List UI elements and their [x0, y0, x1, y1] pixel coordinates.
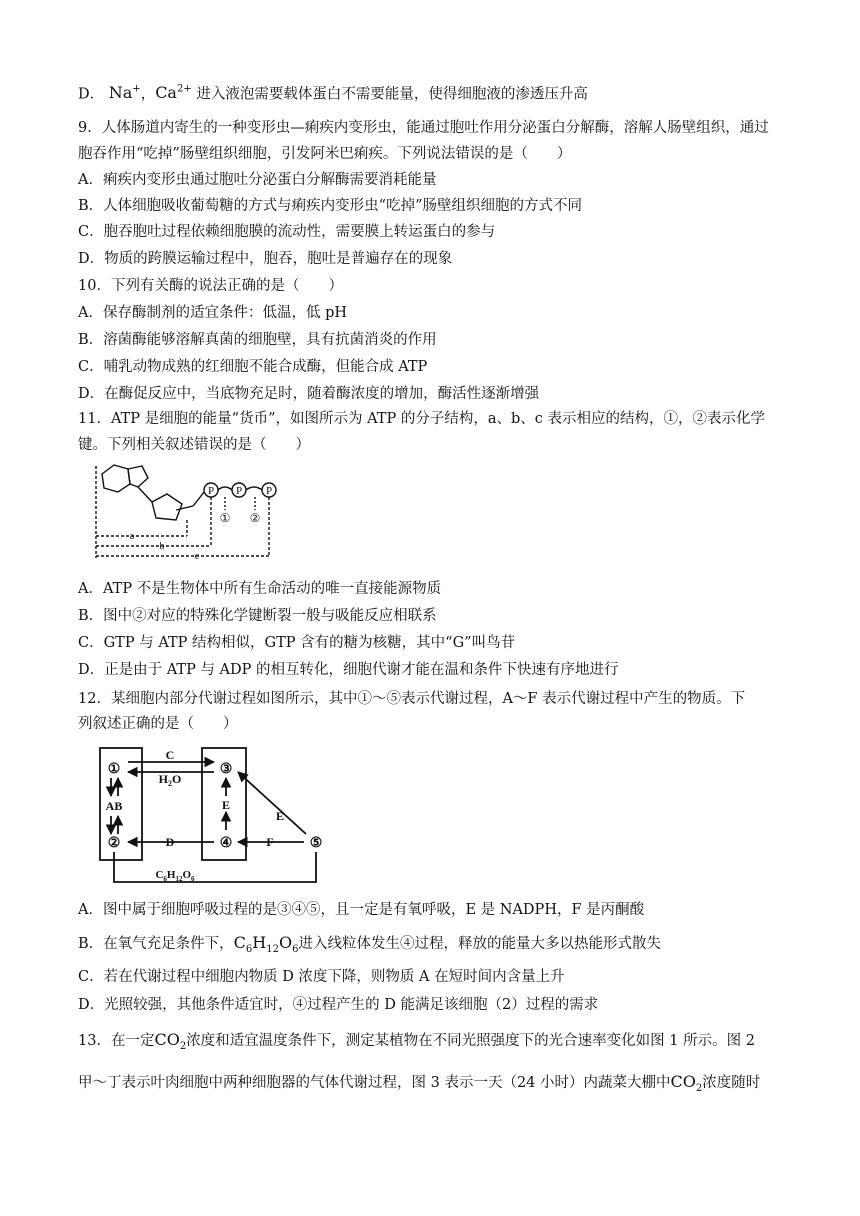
ion-separator: ， [140, 86, 156, 103]
q12-option-b-prefix: B．在氧气充足条件下， [78, 936, 234, 952]
q10-stem: 10．下列有关酶的说法正确的是（ ） [78, 278, 343, 294]
formula-6a: 6 [245, 944, 253, 956]
na-symbol: Na [108, 83, 133, 103]
q13-l2-prefix: 甲～丁表示叶肉细胞中两种细胞器的气体代谢过程，图 3 表示一天（24 小时）内蔬菜大棚中 [78, 1075, 671, 1091]
formula-c: C [233, 933, 246, 952]
q8-option-d-text: 进入液泡需要载体蛋白不需要能量，使得细胞液的渗透压升高 [196, 86, 588, 103]
glu-o: O [182, 869, 192, 881]
q11-stem: 11．ATP 是细胞的能量“货币”，如图所示为 ATP 的分子结构，a、b、c 表示相应的结构，①，②表示化学键。下列相关叙述错误的是（ ） [78, 411, 765, 453]
ca-symbol: Ca [155, 83, 177, 103]
phosphate-label-1: P [207, 485, 215, 497]
substance-h2o [159, 772, 182, 788]
q12-stem-line2: 列叙述正确的是（ ） [78, 716, 238, 732]
h2o-h: H [158, 772, 168, 786]
q11-option-d: D．正是由于 ATP 与 ADP 的相互转化，细胞代谢才能在温和条件下快速有序地进行 [78, 662, 619, 678]
q13-line2 [78, 1072, 760, 1099]
q10-option-a: A．保存酶制剂的适宜条件：低温，低 pH [78, 305, 348, 321]
substance-e-diag: E [275, 809, 285, 823]
q11-option-c: C．GTP 与 ATP 结构相似，GTP 含有的糖为核糖，其中“G”叫鸟苷 [78, 635, 516, 651]
formula-6b: 6 [292, 944, 299, 956]
co2-formula-2 [670, 1072, 703, 1095]
q10-option-d: D．在酶促反应中，当底物充足时，随着酶浓度的增加，酶活性逐渐增强 [78, 386, 540, 402]
ribose-pentagon [152, 494, 182, 520]
q10-option-b: B．溶菌酶能够溶解真菌的细胞壁，具有抗菌消炎的作用 [78, 332, 437, 348]
process-4: ④ [219, 836, 233, 851]
metabolism-diagram [90, 740, 340, 890]
co2-c-2: CO [670, 1072, 696, 1091]
q13-line1 [78, 1030, 755, 1057]
glucose-label [155, 869, 195, 883]
phosphate-label-3: P [265, 485, 273, 497]
glu-6a: 6 [163, 875, 167, 883]
co2-sub-1: 2 [179, 1041, 187, 1053]
process-3: ③ [219, 762, 233, 777]
q9-option-a: A．痢疾内变形虫通过胞吐分泌蛋白分解酶需要消耗能量 [78, 172, 437, 188]
bracket-label-b: b [159, 541, 165, 552]
co2-formula-1 [154, 1030, 187, 1053]
q11-option-a: A．ATP 不是生物体中所有生命活动的唯一直接能源物质 [78, 581, 442, 597]
process-2: ② [107, 836, 121, 851]
adenine-five-ring [128, 466, 148, 487]
bracket-label-a: a [129, 531, 135, 542]
q12-option-c: C．若在代谢过程中细胞内物质 D 浓度下降，则物质 A 在短时间内含量上升 [78, 969, 565, 985]
glu-h: H [166, 869, 176, 881]
q12-option-a: A．图中属于细胞呼吸过程的是③④⑤，且一定是有氧呼吸，E 是 NADPH，F 是丙酮酸 [78, 902, 645, 918]
q9-option-c: C．胞吞胞吐过程依赖细胞膜的流动性，需要膜上转运蛋白的参与 [78, 224, 496, 240]
bond-label-2: ② [249, 511, 261, 525]
q12-option-b-suffix: 进入线粒体发生④过程，释放的能量大多以热能形式散失 [298, 936, 661, 952]
q11-option-b: B．图中②对应的特殊化学键断裂一般与吸能反应相联系 [78, 608, 437, 624]
h2o-o: O [172, 772, 182, 786]
formula-o: O [278, 933, 293, 952]
q13-l2-suffix: 浓度随时 [702, 1075, 761, 1091]
co2-c-1: CO [154, 1030, 180, 1049]
substance-f: F [266, 835, 274, 849]
ca-ion [155, 83, 192, 102]
formula-h: H [252, 933, 267, 952]
glu-c: C [155, 869, 164, 881]
q12-option-b [78, 933, 661, 960]
q10-option-c: C．哺乳动物成熟的红细胞不能合成酶，但能合成 ATP [78, 359, 428, 375]
na-ion [109, 83, 141, 102]
q9-option-b: B．人体细胞吸收葡萄糖的方式与痢疾内变形虫“吃掉”肠壁组织细胞的方式不同 [78, 198, 582, 214]
bracket-label-c: c [194, 551, 200, 562]
q9-stem: 9．人体肠道内寄生的一种变形虫—痢疾内变形虫，能通过胞吐作用分泌蛋白分解酶，溶解人肠壁组织，通过胞吞作用“吃掉”肠壁组织细胞，引发阿米巴痢疾。下列说法错误的是（ ） [78, 120, 769, 162]
q12-stem-line1: 12．某细胞内部分代谢过程如图所示，其中①～⑤表示代谢过程，A～F 表示代谢过程中产生的物质。下 [78, 691, 746, 707]
glu-6b: 6 [191, 875, 195, 883]
substance-c: C [165, 748, 175, 762]
ca-charge: 2+ [176, 84, 192, 95]
formula-12: 12 [266, 944, 279, 956]
glucose-formula [233, 933, 299, 956]
h2o-subscript: 2 [168, 779, 172, 788]
q12-option-d: D．光照较强，其他条件适宜时，④过程产生的 D 能满足该细胞（2）过程的需求 [78, 997, 599, 1013]
bond-label-1: ① [219, 511, 231, 525]
atp-structure-diagram [92, 460, 292, 565]
q8-option-d [78, 80, 588, 104]
phosphate-label-2: P [235, 485, 243, 497]
q13-l1-suffix: 浓度和适宜温度条件下，测定某植物在不同光照强度下的光合速率变化如图 1 所示。图 2 [186, 1033, 755, 1049]
substance-d: D [165, 835, 175, 849]
substance-ab: AB [105, 799, 123, 813]
process-5: ⑤ [309, 836, 323, 851]
substance-e-mid: E [221, 798, 231, 812]
q9-option-d: D．物质的跨膜运输过程中，胞吞，胞吐是普遍存在的现象 [78, 251, 453, 267]
adenine-six-ring [102, 465, 130, 492]
co2-sub-2: 2 [695, 1083, 703, 1095]
glu-12: 12 [175, 875, 183, 883]
q13-l1-prefix: 13．在一定 [78, 1033, 155, 1049]
process-1: ① [107, 762, 121, 777]
na-charge: + [132, 84, 141, 95]
q8-option-d-prefix: D． [78, 86, 105, 103]
